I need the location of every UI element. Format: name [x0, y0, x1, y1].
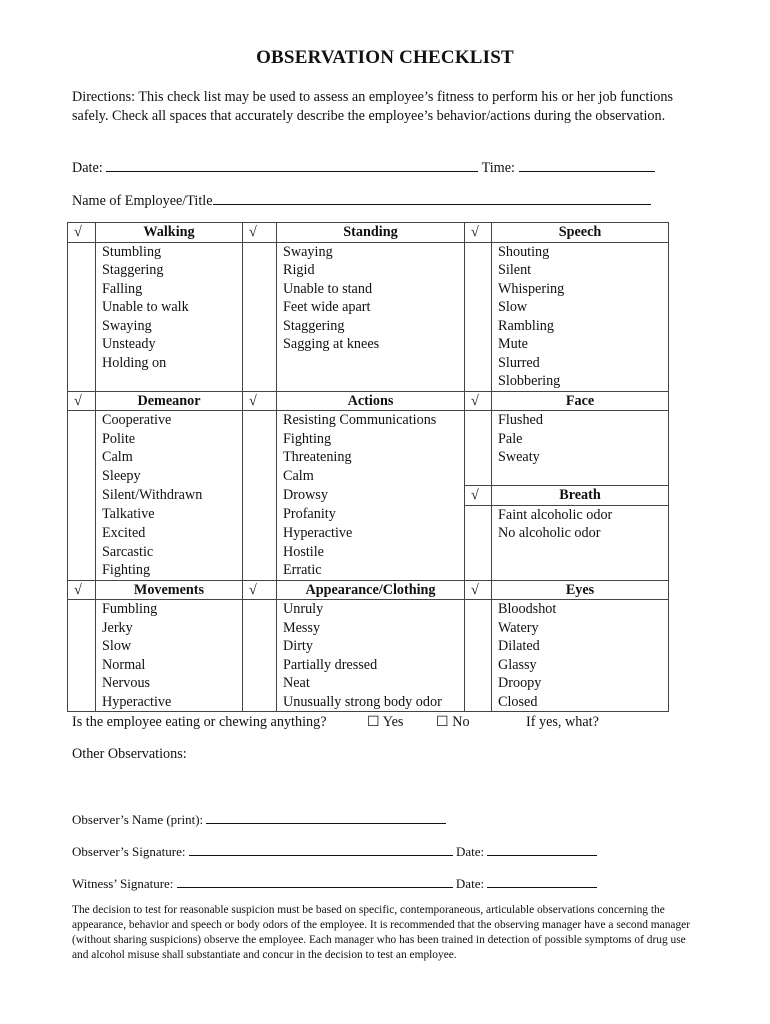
- checkbox-cell[interactable]: [68, 467, 96, 486]
- checkbox-cell[interactable]: [243, 242, 277, 261]
- checklist-item: Watery: [492, 619, 669, 638]
- checklist-item: Fighting: [96, 561, 243, 580]
- checklist-item: Slow: [492, 298, 669, 317]
- date-field[interactable]: [106, 157, 478, 172]
- checkbox-cell[interactable]: [68, 561, 96, 580]
- observation-table-body: [68, 223, 669, 712]
- checkbox-cell[interactable]: [68, 335, 96, 354]
- table-row: [68, 600, 669, 619]
- checkbox-cell[interactable]: [465, 298, 492, 317]
- witness-signature-field[interactable]: [177, 873, 453, 888]
- table-row: [68, 354, 669, 373]
- checklist-item: Rambling: [492, 317, 669, 336]
- witness-date-field[interactable]: [487, 873, 597, 888]
- table-row: [68, 693, 669, 712]
- section-title-walking: Walking: [96, 223, 243, 243]
- checkbox-cell[interactable]: [243, 674, 277, 693]
- checkbox-cell[interactable]: [68, 261, 96, 280]
- checklist-item: Jerky: [96, 619, 243, 638]
- checkbox-cell[interactable]: [68, 486, 96, 506]
- table-row: [68, 505, 669, 524]
- check-mark-header: √: [465, 580, 492, 600]
- section-title-breath: Breath: [492, 486, 669, 506]
- table-row: [68, 280, 669, 299]
- checklist-item: Hostile: [277, 543, 465, 562]
- checklist-item: Feet wide apart: [277, 298, 465, 317]
- checkbox-cell[interactable]: [465, 261, 492, 280]
- checklist-item: Excited: [96, 524, 243, 543]
- checkbox-cell[interactable]: [68, 448, 96, 467]
- table-row: [68, 317, 669, 336]
- checkbox-cell[interactable]: [68, 280, 96, 299]
- checkbox-cell[interactable]: [68, 619, 96, 638]
- checklist-item: Glassy: [492, 656, 669, 675]
- checkbox-cell[interactable]: [465, 448, 492, 467]
- checkbox-cell[interactable]: [68, 505, 96, 524]
- check-mark-header: √: [243, 580, 277, 600]
- table-row: [68, 411, 669, 430]
- checkbox-cell[interactable]: [68, 674, 96, 693]
- witness-date-label: Date:: [452, 876, 488, 891]
- date-time-row: [72, 157, 655, 177]
- table-row: [68, 656, 669, 675]
- checklist-item: Threatening: [277, 448, 465, 467]
- checkbox-cell[interactable]: [465, 411, 492, 430]
- other-observations-label: Other Observations:: [72, 746, 187, 762]
- checkbox-cell[interactable]: [68, 317, 96, 336]
- empty-cell: [492, 561, 669, 580]
- checklist-item: Dilated: [492, 637, 669, 656]
- checklist-item: Sweaty: [492, 448, 669, 467]
- table-row: [68, 335, 669, 354]
- section-title-face: Face: [492, 391, 669, 411]
- checklist-item: Partially dressed: [277, 656, 465, 675]
- checkbox-cell[interactable]: [243, 600, 277, 619]
- checklist-item: Polite: [96, 430, 243, 449]
- checklist-item: Swaying: [96, 317, 243, 336]
- table-row: [68, 486, 669, 506]
- check-mark-header: √: [465, 391, 492, 411]
- employee-field[interactable]: [213, 190, 651, 205]
- checkbox-cell: [465, 467, 492, 486]
- table-row: [68, 242, 669, 261]
- checklist-item: Hyperactive: [96, 693, 243, 712]
- checklist-item: Fighting: [277, 430, 465, 449]
- check-mark-header: √: [68, 223, 96, 243]
- checklist-item: Erratic: [277, 561, 465, 580]
- footer-note: The decision to test for reasonable suspicion must be based on specific, contemporaneous, articulable observations concerning the appearance, behavior and speech or body odors of the employee. It is recommended that the observing manager have a second manager (without sharing suspicions) observe the employee. Each manager who has been trained in detection of possible symptoms of drug use and alcohol misuse shall substantiate and concur in the decision to test an employee.: [72, 904, 691, 961]
- checkbox-cell[interactable]: [465, 354, 492, 373]
- check-mark-header: √: [68, 391, 96, 411]
- checklist-item: Unusually strong body odor: [277, 693, 465, 712]
- observation-table: [67, 222, 669, 712]
- check-mark-header: √: [68, 580, 96, 600]
- checkbox-cell[interactable]: [465, 674, 492, 693]
- checkbox-cell[interactable]: [243, 543, 277, 562]
- check-mark-header: √: [243, 391, 277, 411]
- checklist-item: Droopy: [492, 674, 669, 693]
- observer-date-label: Date:: [452, 844, 488, 859]
- date-label: Date:: [72, 160, 107, 176]
- checklist-item: Cooperative: [96, 411, 243, 430]
- observer-signature-row: [72, 841, 597, 860]
- checkbox-cell[interactable]: [68, 354, 96, 373]
- checklist-item: Silent: [492, 261, 669, 280]
- table-row: [68, 561, 669, 580]
- time-label: Time:: [478, 160, 519, 176]
- section-title-appearance: Appearance/Clothing: [277, 580, 465, 600]
- employee-row: [72, 190, 651, 210]
- checklist-item: Sleepy: [96, 467, 243, 486]
- table-row: [68, 298, 669, 317]
- checkbox-cell[interactable]: [465, 505, 492, 524]
- checkbox-cell[interactable]: [243, 335, 277, 354]
- table-row: [68, 467, 669, 486]
- observer-date-field[interactable]: [487, 841, 597, 856]
- checklist-item: Slow: [96, 637, 243, 656]
- checklist-item: Faint alcoholic odor: [492, 505, 669, 524]
- checklist-item: Stumbling: [96, 242, 243, 261]
- checkbox-cell[interactable]: [465, 372, 492, 391]
- checklist-item: Shouting: [492, 242, 669, 261]
- check-mark-header: √: [243, 223, 277, 243]
- checkbox-cell[interactable]: [465, 637, 492, 656]
- section-title-eyes: Eyes: [492, 580, 669, 600]
- checklist-item: Normal: [96, 656, 243, 675]
- table-row: [68, 261, 669, 280]
- table-row: [68, 524, 669, 543]
- empty-cell: [492, 543, 669, 562]
- checklist-item: Pale: [492, 430, 669, 449]
- no-checkbox[interactable]: ☐ No: [436, 714, 470, 730]
- eating-question-text: Is the employee eating or chewing anything?: [72, 714, 327, 730]
- section-title-standing: Standing: [277, 223, 465, 243]
- checkbox-cell: [465, 543, 492, 562]
- checkbox-cell[interactable]: [243, 693, 277, 712]
- checklist-item: Calm: [96, 448, 243, 467]
- checkbox-cell: [243, 354, 277, 373]
- checkbox-cell[interactable]: [243, 505, 277, 524]
- checklist-item: Slurred: [492, 354, 669, 373]
- checklist-item: Silent/Withdrawn: [96, 486, 243, 506]
- checkbox-cell[interactable]: [465, 335, 492, 354]
- check-mark-header: √: [465, 486, 492, 506]
- checkbox-cell[interactable]: [68, 298, 96, 317]
- checklist-item: Unruly: [277, 600, 465, 619]
- checkbox-cell[interactable]: [68, 693, 96, 712]
- checkbox-cell[interactable]: [465, 656, 492, 675]
- witness-signature-label: Witness’ Signature:: [72, 876, 177, 891]
- checkbox-cell[interactable]: [465, 600, 492, 619]
- checkbox-cell[interactable]: [243, 486, 277, 506]
- observer-name-field[interactable]: [206, 809, 446, 824]
- checklist-item: Dirty: [277, 637, 465, 656]
- checklist-item: Profanity: [277, 505, 465, 524]
- checkbox-cell[interactable]: [465, 524, 492, 543]
- checkbox-cell[interactable]: [243, 619, 277, 638]
- checklist-item: Sarcastic: [96, 543, 243, 562]
- directions-text: Directions: This check list may be used to assess an employee’s fitness to perform his or her job functions safely. Check all spaces that accurately describe the employee’s behavior/actions during the observation.: [72, 89, 674, 124]
- checkbox-cell[interactable]: [465, 317, 492, 336]
- checklist-item: Unable to stand: [277, 280, 465, 299]
- if-yes-label: If yes, what?: [526, 714, 599, 730]
- section-title-movements: Movements: [96, 580, 243, 600]
- checklist-item: Whispering: [492, 280, 669, 299]
- section-title-actions: Actions: [277, 391, 465, 411]
- checkbox-cell: [465, 561, 492, 580]
- page-title: OBSERVATION CHECKLIST: [256, 47, 514, 68]
- checklist-item: No alcoholic odor: [492, 524, 669, 543]
- table-row: [68, 372, 669, 391]
- empty-cell: [492, 467, 669, 486]
- checklist-item: Sagging at knees: [277, 335, 465, 354]
- checklist-item: Hyperactive: [277, 524, 465, 543]
- checklist-item: Holding on: [96, 354, 243, 373]
- checklist-item: Staggering: [277, 317, 465, 336]
- section-header-row: [68, 391, 669, 411]
- checkbox-cell[interactable]: [243, 261, 277, 280]
- checkbox-cell[interactable]: [465, 242, 492, 261]
- checkbox-cell[interactable]: [68, 543, 96, 562]
- checkbox-cell[interactable]: [68, 242, 96, 261]
- checkbox-cell[interactable]: [243, 411, 277, 430]
- table-row: [68, 637, 669, 656]
- observer-name-row: [72, 809, 446, 828]
- observer-name-label: Observer’s Name (print):: [72, 812, 207, 827]
- checklist-item: Rigid: [277, 261, 465, 280]
- table-row: [68, 619, 669, 638]
- table-row: [68, 543, 669, 562]
- checklist-item: Falling: [96, 280, 243, 299]
- checklist-item: Unsteady: [96, 335, 243, 354]
- checkbox-cell[interactable]: [243, 430, 277, 449]
- checklist-item: Resisting Communications: [277, 411, 465, 430]
- checkbox-cell: [243, 372, 277, 391]
- checklist-item: Closed: [492, 693, 669, 712]
- observer-signature-label: Observer’s Signature:: [72, 844, 189, 859]
- section-title-demeanor: Demeanor: [96, 391, 243, 411]
- employee-label: Name of Employee/Title: [72, 193, 213, 209]
- table-row: [68, 430, 669, 449]
- checkbox-cell[interactable]: [243, 448, 277, 467]
- section-header-row: [68, 580, 669, 600]
- checkbox-cell[interactable]: [68, 411, 96, 430]
- checkbox-cell[interactable]: [465, 280, 492, 299]
- section-header-row: [68, 223, 669, 243]
- checkbox-cell[interactable]: [243, 656, 277, 675]
- checkbox-cell[interactable]: [243, 524, 277, 543]
- checkbox-cell[interactable]: [68, 524, 96, 543]
- checkbox-cell[interactable]: [68, 430, 96, 449]
- checkbox-cell[interactable]: [243, 280, 277, 299]
- checklist-item: Mute: [492, 335, 669, 354]
- table-row: [68, 448, 669, 467]
- checklist-item: Unable to walk: [96, 298, 243, 317]
- checkbox-cell: [68, 372, 96, 391]
- checklist-item: Bloodshot: [492, 600, 669, 619]
- checklist-item: Staggering: [96, 261, 243, 280]
- checkbox-cell[interactable]: [68, 600, 96, 619]
- checkbox-cell[interactable]: [243, 467, 277, 486]
- empty-cell: [277, 372, 465, 391]
- checkbox-cell[interactable]: [465, 693, 492, 712]
- checklist-item: Flushed: [492, 411, 669, 430]
- observer-signature-field[interactable]: [189, 841, 453, 856]
- checklist-item: Swaying: [277, 242, 465, 261]
- witness-signature-row: [72, 873, 597, 892]
- table-row: [68, 674, 669, 693]
- checklist-item: Messy: [277, 619, 465, 638]
- checkbox-cell[interactable]: [465, 619, 492, 638]
- empty-cell: [96, 372, 243, 391]
- checkbox-cell[interactable]: [243, 561, 277, 580]
- checklist-item: Fumbling: [96, 600, 243, 619]
- yes-checkbox[interactable]: ☐ Yes: [367, 714, 404, 730]
- empty-cell: [277, 354, 465, 373]
- checklist-item: Neat: [277, 674, 465, 693]
- check-mark-header: √: [465, 223, 492, 243]
- checkbox-cell[interactable]: [68, 637, 96, 656]
- checkbox-cell[interactable]: [243, 637, 277, 656]
- checklist-item: Slobbering: [492, 372, 669, 391]
- checklist-item: Drowsy: [277, 486, 465, 506]
- checklist-item: Nervous: [96, 674, 243, 693]
- checklist-item: Talkative: [96, 505, 243, 524]
- checkbox-cell[interactable]: [243, 298, 277, 317]
- section-title-speech: Speech: [492, 223, 669, 243]
- checkbox-cell[interactable]: [465, 430, 492, 449]
- time-field[interactable]: [519, 157, 655, 172]
- checkbox-cell[interactable]: [243, 317, 277, 336]
- checklist-item: Calm: [277, 467, 465, 486]
- checkbox-cell[interactable]: [68, 656, 96, 675]
